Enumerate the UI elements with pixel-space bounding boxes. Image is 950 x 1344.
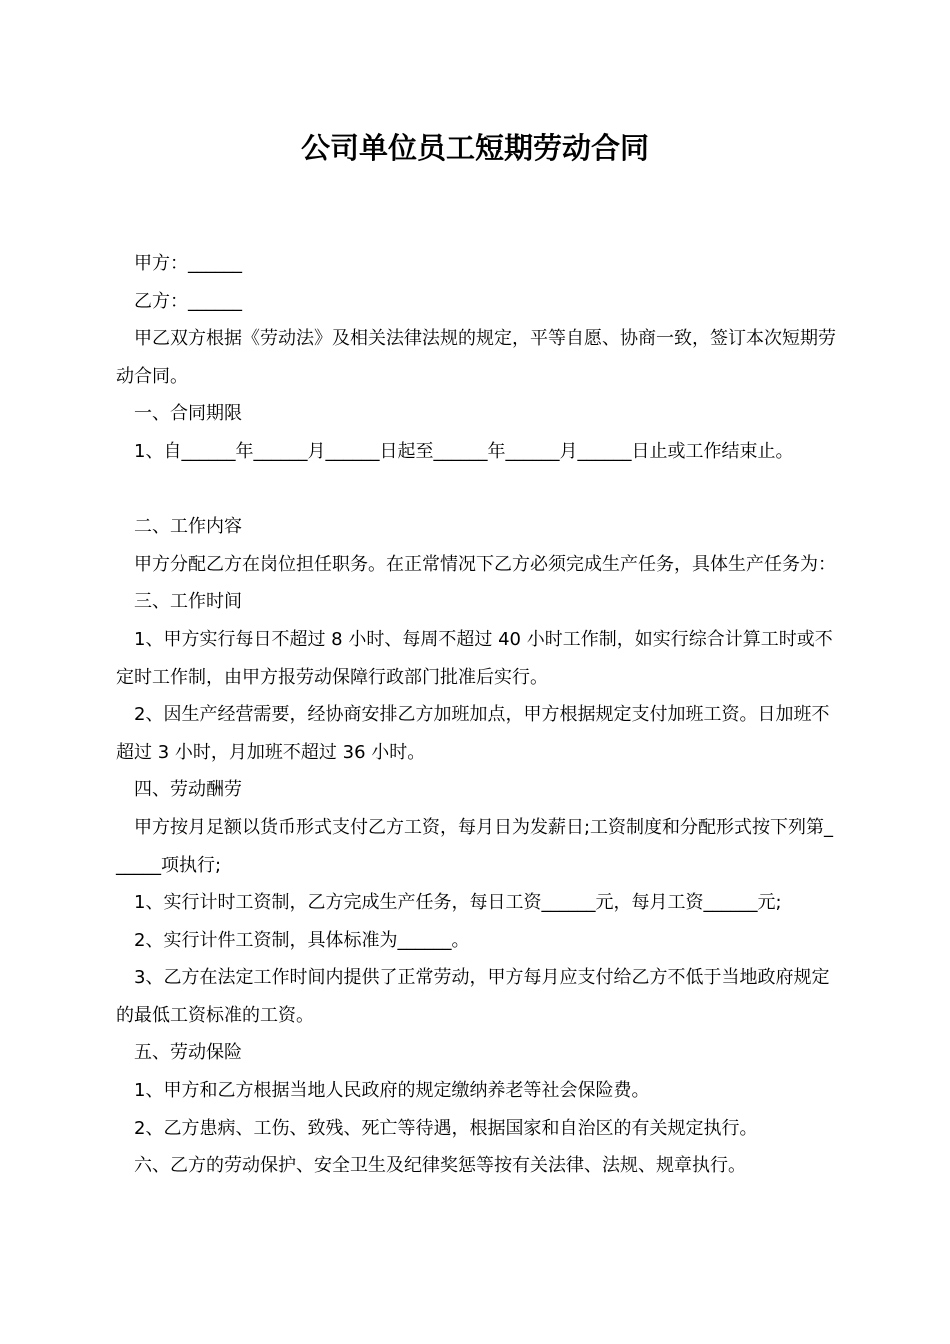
blank-line [116,471,836,509]
remuneration-clause-2: 2、实行计件工资制，具体标准为______。 [134,929,470,951]
remuneration-clause-3: 3、乙方在法定工作时间内提供了正常劳动，甲方每月应支付给乙方不低于当地政府规定的最低工资标准的工资。 [116,967,830,1026]
party-a-line: 甲方：______ [134,253,242,274]
party-b-line: 乙方：______ [134,290,242,312]
section-heading-remuneration: 四、劳动酬劳 [134,779,242,801]
section-heading-term: 一、合同期限 [134,403,242,425]
remuneration-clause-1: 1、实行计时工资制，乙方完成生产任务，每日工资______元，每月工资______元; [134,892,782,914]
insurance-clause-2: 2、乙方患病、工伤、致残、死亡等待遇，根据国家和自治区的有关规定执行。 [134,1117,758,1139]
preamble-paragraph: 甲乙双方根据《劳动法》及相关法律法规的规定，平等自愿、协商一致，签订本次短期劳动合同。 [116,328,836,387]
section-heading-insurance: 五、劳动保险 [134,1042,242,1064]
work-time-clause-1: 1、甲方实行每日不超过 8 小时、每周不超过 40 小时工作制，如实行综合计算工时或不定时工作制，由甲方报劳动保障行政部门批准后实行。 [116,628,833,688]
insurance-clause-1: 1、甲方和乙方根据当地人民政府的规定缴纳养老等社会保险费。 [134,1080,650,1102]
remuneration-paragraph: 甲方按月足额以货币形式支付乙方工资，每月日为发薪日;工资制度和分配形式按下列第______项执行; [116,816,834,876]
term-clause-1: 1、自______年______月______日起至______年______月______日止或工作结束止。 [134,440,794,462]
work-content-paragraph: 甲方分配乙方在岗位担任职务。在正常情况下乙方必须完成生产任务，具体生产任务为： [134,553,836,575]
section-six-clause: 六、乙方的劳动保护、安全卫生及纪律奖惩等按有关法律、法规、规章执行。 [134,1155,746,1177]
section-heading-work-time: 三、工作时间 [134,591,242,613]
work-time-clause-2: 2、因生产经营需要，经协商安排乙方加班加点，甲方根据规定支付加班工资。日加班不超过 3 小时，月加班不超过 36 小时。 [116,704,830,763]
section-heading-work-content: 二、工作内容 [134,516,242,538]
document-title: 公司单位员工短期劳动合同 [300,131,649,165]
document-body [116,245,836,1185]
